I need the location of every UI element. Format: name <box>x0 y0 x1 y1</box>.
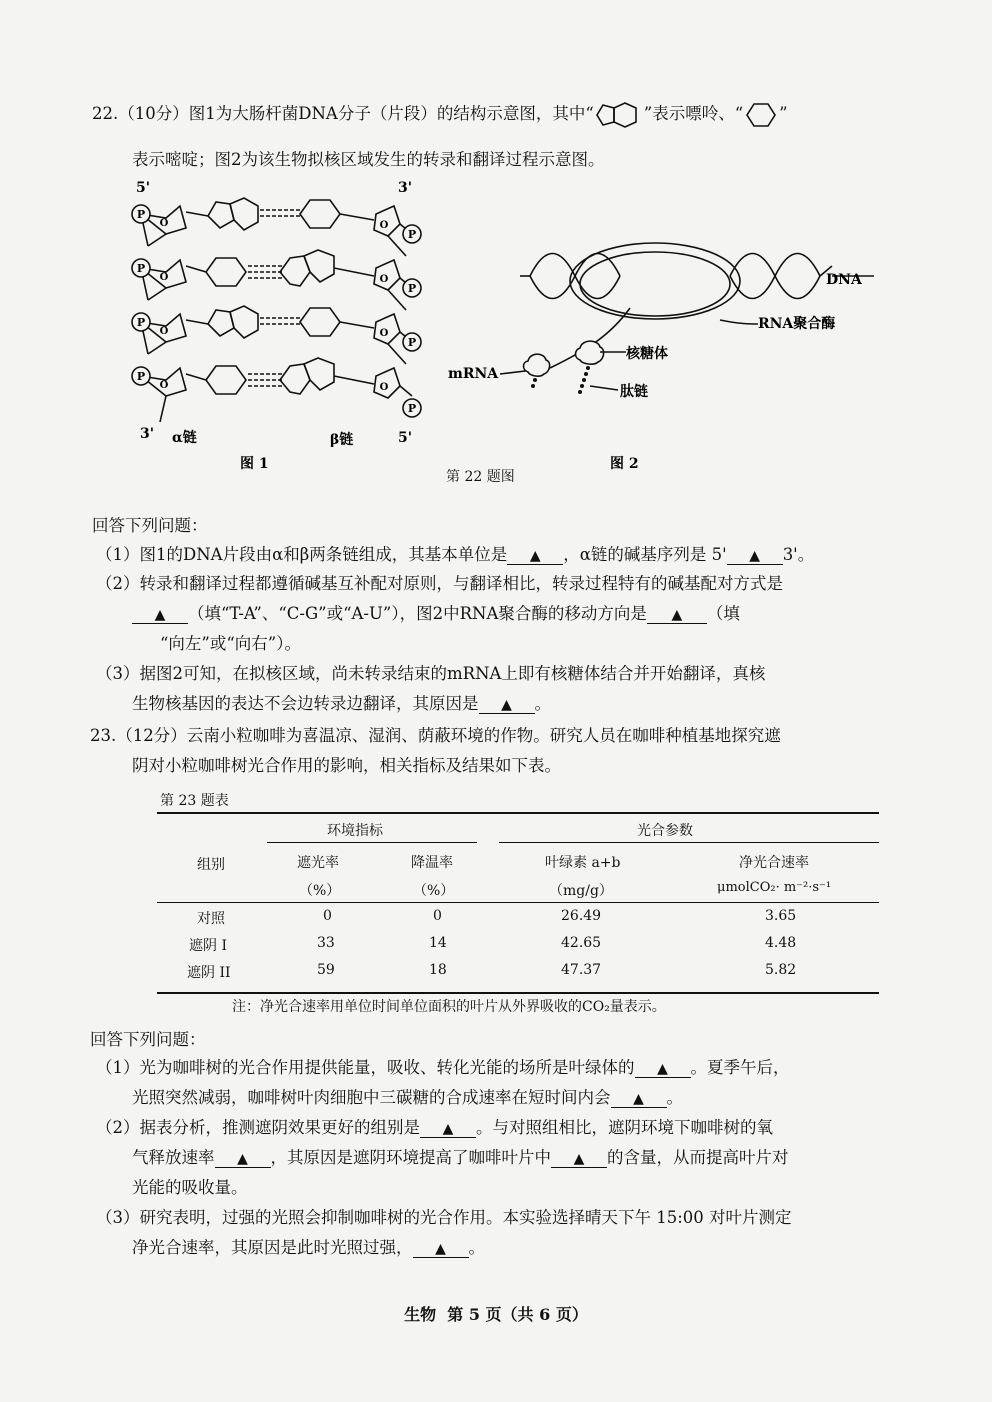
fig1-5prime-top: 5' <box>136 180 151 196</box>
photo-header: 光合参数 <box>637 823 693 839</box>
phosphate-label: P <box>136 208 146 221</box>
q22-part1-a: （1）图1的DNA片段由α和β两条链组成，其基本单位是 <box>96 545 508 564</box>
q23-part1-c: 光照突然减弱，咖啡树叶肉细胞中三碳糖的合成速率在短时间内会 <box>132 1088 611 1107</box>
figure-1-dna-structure <box>120 176 440 476</box>
q23-part2-d: ，其原因是遮阴环境提高了咖啡叶片中 <box>270 1148 551 1167</box>
q22-part3-line2 <box>132 690 551 714</box>
col-shading-rate: 遮光率 <box>297 855 339 871</box>
q23-part3-b: 净光合速率，其原因是此时光照过强， <box>132 1238 413 1257</box>
answer-blank[interactable] <box>215 1150 271 1168</box>
q23-part2-e: 的含量，从而提高叶片对 <box>607 1148 789 1167</box>
fig2-caption: 图 2 <box>610 456 639 472</box>
q22-part3-b: 生物核基因的表达不会边转录边翻译，其原因是 <box>132 694 479 713</box>
q23-answer-intro: 回答下列问题： <box>90 1030 206 1049</box>
q22-part1-b: ，α链的碱基序列是 5' <box>563 545 727 564</box>
sugar-oxygen-label: O <box>159 218 169 229</box>
pyrimidine-symbol-icon <box>743 102 779 128</box>
table-cell: 3.65 <box>765 908 797 924</box>
q23-part1-a: （1）光为咖啡树的光合作用提供能量，吸收、转化光能的场所是叶绿体的 <box>96 1058 635 1077</box>
table-cell: 47.37 <box>561 962 602 978</box>
q22-part1 <box>96 541 814 565</box>
q22-answer-intro: 回答下列问题： <box>92 516 208 535</box>
col-chlorophyll-unit: （mg/g） <box>549 883 613 899</box>
fig2-ribosome-label: 核糖体 <box>626 346 668 362</box>
q22-part2-b: （填“T-A”、“C-G”或“A-U”），图2中RNA聚合酶的移动方向是 <box>188 604 647 623</box>
q23-part3-line2 <box>132 1234 485 1258</box>
q22-part2-line2 <box>132 600 740 624</box>
q22-part2-c: （填 <box>706 604 740 623</box>
q23-table <box>157 812 879 994</box>
table-cell: 26.49 <box>561 908 602 924</box>
page-footer: 生物 第 5 页（共 6 页） <box>404 1305 588 1324</box>
fig1-caption: 图 1 <box>240 456 269 472</box>
table-cell: 遮阴 I <box>189 938 227 954</box>
table-cell: 5.82 <box>765 962 797 978</box>
table-cell: 遮阴 II <box>187 965 231 981</box>
answer-blank[interactable] <box>479 696 535 714</box>
q23-stem-line2: 阴对小粒咖啡树光合作用的影响，相关指标及结果如下表。 <box>132 756 561 775</box>
q23-part2-a: （2）据表分析，推测遮阴效果更好的组别是 <box>96 1118 420 1137</box>
purine-symbol-icon <box>594 102 644 128</box>
q23-stem-line1: 23.（12分）云南小粒咖啡为喜温凉、湿润、荫蔽环境的作物。研究人员在咖啡种植基地探究遮 <box>90 726 781 745</box>
sugar-oxygen-label: O <box>159 380 169 391</box>
q23-part1-line1 <box>96 1054 790 1078</box>
table-cell: 0 <box>323 908 332 924</box>
phosphate-label: P <box>407 282 417 295</box>
phosphate-label: P <box>407 228 417 241</box>
sugar-oxygen-label: O <box>379 274 389 285</box>
table-cell: 14 <box>429 935 447 951</box>
answer-blank[interactable] <box>727 547 783 565</box>
q22-stem-b: ”表示嘌呤、“ <box>643 104 744 123</box>
answer-blank[interactable] <box>611 1090 667 1108</box>
figure-2-transcription-translation <box>440 226 880 476</box>
q22-stem-line1 <box>92 100 788 128</box>
group-header: 组别 <box>197 857 225 873</box>
fig1-3prime-bottom: 3' <box>140 426 155 442</box>
fig2-peptide-label: 肽链 <box>620 384 648 400</box>
col-chlorophyll: 叶绿素 a+b <box>545 855 621 871</box>
env-header: 环境指标 <box>327 823 383 839</box>
answer-blank[interactable] <box>420 1120 476 1138</box>
q23-table-caption: 第 23 题表 <box>160 793 229 809</box>
answer-blank[interactable] <box>635 1060 691 1078</box>
table-cell: 59 <box>317 962 335 978</box>
blank-mark: ▲ <box>749 548 761 564</box>
col-net-photosynthesis: 净光合速率 <box>739 855 809 871</box>
q22-part3-line1: （3）据图2可知，在拟核区域，尚未转录结束的mRNA上即有核糖体结合并开始翻译，真核 <box>96 664 766 683</box>
table-cell: 18 <box>429 962 447 978</box>
q23-part1-d: 。 <box>666 1088 683 1107</box>
q22-part2-line1: （2）转录和翻译过程都遵循碱基互补配对原则，与翻译相比，转录过程特有的碱基配对方式是 <box>96 574 783 593</box>
phosphate-label: P <box>407 336 417 349</box>
q22-part3-c: 。 <box>534 694 551 713</box>
sugar-oxygen-label: O <box>159 272 169 283</box>
q22-figure-caption: 第 22 题图 <box>446 469 515 485</box>
fig2-rna-polymerase-label: RNA聚合酶 <box>758 316 836 332</box>
q23-table-note: 注：净光合速率用单位时间单位面积的叶片从外界吸收的CO₂量表示。 <box>232 999 666 1015</box>
table-cell: 4.48 <box>765 935 797 951</box>
table-cell: 对照 <box>197 911 225 927</box>
answer-blank[interactable] <box>132 606 188 624</box>
answer-blank[interactable] <box>551 1150 607 1168</box>
q23-part2-b: 。与对照组相比，遮阴环境下咖啡树的氧 <box>476 1118 773 1137</box>
q23-part3-c: 。 <box>468 1238 485 1257</box>
q22-part1-c: 3'。 <box>782 545 815 564</box>
sugar-oxygen-label: O <box>379 328 389 339</box>
fig2-dna-label: DNA <box>826 272 862 288</box>
col-cooling-rate-unit: （%） <box>413 883 455 899</box>
q23-part2-line1 <box>96 1114 773 1138</box>
fig1-5prime-bottom: 5' <box>398 430 413 446</box>
col-cooling-rate: 降温率 <box>411 855 453 871</box>
answer-blank[interactable] <box>507 547 563 565</box>
q23-part2-line2 <box>132 1144 789 1168</box>
q23-part3-line1: （3）研究表明，过强的光照会抑制咖啡树的光合作用。本实验选择晴天下午 15:00 对叶片测定 <box>96 1208 792 1227</box>
q23-part2-line3: 光能的吸收量。 <box>132 1178 248 1197</box>
sugar-oxygen-label: O <box>159 326 169 337</box>
col-net-photosynthesis-unit: μmolCO₂· m⁻²·s⁻¹ <box>717 880 832 895</box>
col-shading-rate-unit: （%） <box>299 883 341 899</box>
fig1-beta-label: β链 <box>330 432 354 448</box>
q23-part2-c: 气释放速率 <box>132 1148 215 1167</box>
blank-mark: ▲ <box>633 1091 644 1107</box>
fig1-alpha-label: α链 <box>172 430 197 446</box>
q23-part1-line2 <box>132 1084 683 1108</box>
table-cell: 42.65 <box>561 935 602 951</box>
q22-stem-c: ” <box>779 104 788 123</box>
q22-stem-line2: 表示嘧啶；图2为该生物拟核区域发生的转录和翻译过程示意图。 <box>132 150 605 169</box>
blank-mark: ▲ <box>154 607 166 623</box>
fig1-3prime-top: 3' <box>398 180 413 196</box>
blank-mark: ▲ <box>237 1151 248 1167</box>
table-cell: 33 <box>317 935 335 951</box>
sugar-oxygen-label: O <box>379 220 389 231</box>
q23-part1-b: 。夏季午后， <box>690 1058 790 1077</box>
blank-mark: ▲ <box>573 1151 585 1167</box>
q22-stem-a: 22.（10分）图1为大肠杆菌DNA分子（片段）的结构示意图，其中“ <box>92 104 594 123</box>
blank-mark: ▲ <box>529 548 541 564</box>
blank-mark: ▲ <box>435 1241 446 1257</box>
phosphate-label: P <box>407 402 417 415</box>
blank-mark: ▲ <box>442 1121 454 1137</box>
blank-mark: ▲ <box>671 607 683 623</box>
sugar-oxygen-label: O <box>379 382 389 393</box>
phosphate-label: P <box>136 262 146 275</box>
answer-blank[interactable] <box>647 606 707 624</box>
phosphate-label: P <box>136 370 146 383</box>
fig2-mrna-label: mRNA <box>448 366 499 382</box>
blank-mark: ▲ <box>657 1061 668 1077</box>
answer-blank[interactable] <box>413 1240 469 1258</box>
blank-mark: ▲ <box>501 697 512 713</box>
table-cell: 0 <box>433 908 442 924</box>
phosphate-label: P <box>136 316 146 329</box>
q22-part2-line3: “向左”或“向右”）。 <box>160 634 301 653</box>
